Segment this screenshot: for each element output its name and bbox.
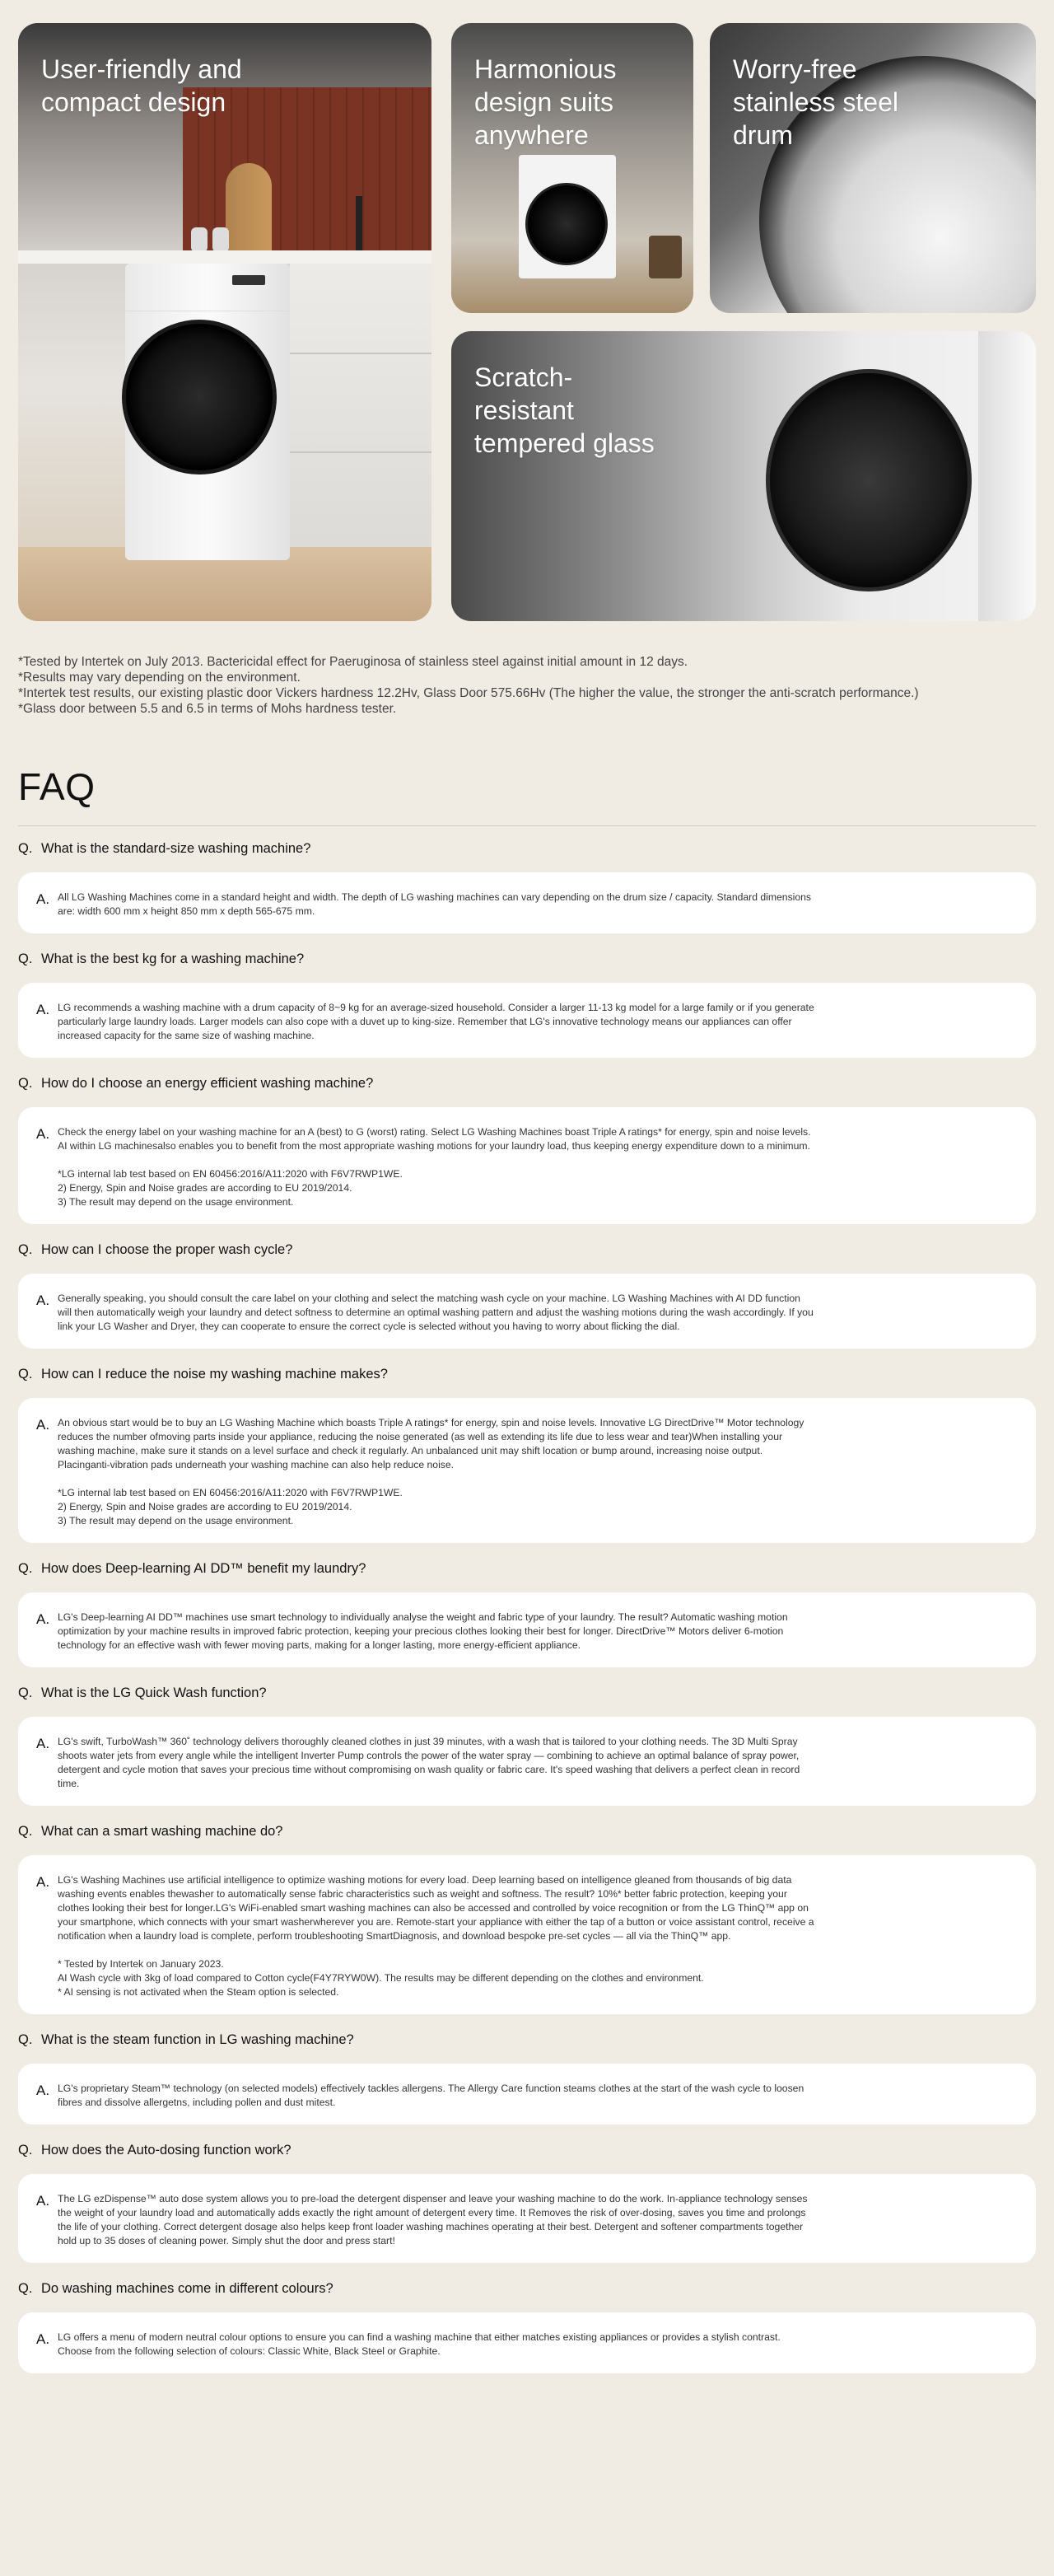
faq-question[interactable] xyxy=(18,2279,1036,2298)
answer-paragraph: LG's Washing Machines use artificial intelligence to optimize washing motions for every load. Deep learning based on intelligence gleaned from thousands of big data washing events enables thewasher to automatically sense fabric characteristics such as weight and softness. The result? 10%* better fabric protection, keeping your clothes looking their best for longer.LG's WiFi-enabled smart washing machines can also be accessed and controlled by voice recognition or from the LG ThinQ™ app on your smartphone, which connects with your smart washerwherever you are. Remote-start your appliance with either the tap of a button or voice assistant control, receive a notification when a laundry load is complete, perform troubleshooting SmartDiagnosis, and download bespoke pre-set cycles — all via the ThinQ™ app. xyxy=(58,1874,814,1942)
question-marker: Q. xyxy=(18,1367,33,1382)
question-text: How does Deep-learning AI DD™ benefit my laundry? xyxy=(41,1561,366,1576)
answer-paragraph: 2) Energy, Spin and Noise grades are according to EU 2019/2014. xyxy=(58,1501,352,1512)
answer-paragraph: *LG internal lab test based on EN 60456:2016/A11:2020 with F6V7RWP1WE. xyxy=(58,1487,403,1498)
answer-marker: A. xyxy=(36,2193,50,2209)
answer-marker: A. xyxy=(36,1736,50,1751)
faq-heading: FAQ xyxy=(18,765,96,808)
answer-paragraph: An obvious start would be to buy an LG Washing Machine which boasts Triple A ratings* for energy, spin and noise levels. Innovative LG DirectDrive™ Motor technology reduces the number ofmoving parts inside your appliance, reducing the noise generated (as well as extending its life due to less wear and tear)When installing your washing machine, make sure it stands on a level surface and check it regularly. An unbalanced unit may shift location or bump around, increasing noise output. Placinganti-vibration pads underneath your washing machine can also help reduce noise. xyxy=(58,1417,804,1470)
faq-item xyxy=(18,2031,1036,2125)
faq-item xyxy=(18,1684,1036,1806)
question-text: What is the LG Quick Wash function? xyxy=(41,1685,267,1700)
answer-marker: A. xyxy=(36,1417,50,1433)
divider xyxy=(18,825,1036,826)
feature-title: Harmonious design suits anywhere xyxy=(474,54,617,150)
question-text: What is the standard-size washing machine? xyxy=(41,841,311,856)
question-text: How can I choose the proper wash cycle? xyxy=(41,1242,293,1257)
answer-text xyxy=(58,1416,815,1528)
faq-list xyxy=(18,839,1036,2373)
answer-paragraph: 2) Energy, Spin and Noise grades are according to EU 2019/2014. xyxy=(58,1182,352,1194)
answer-paragraph: LG's Deep-learning AI DD™ machines use smart technology to individually analyse the weight and fabric type of your laundry. The result? Automatic washing motion optimization by your machine results in improved fabric protection, keeping your precious clothes looking their best for longer. DirectDrive™ Motors deliver 6-motion technology for an effective wash with fewer moving parts, making for a longer lasting, more energy-efficient appliance. xyxy=(58,1611,788,1651)
feature-tiles xyxy=(18,23,1036,646)
answer-marker: A. xyxy=(36,2331,50,2347)
answer-marker: A. xyxy=(36,1293,50,1308)
question-text: Do washing machines come in different colours? xyxy=(41,2281,333,2296)
faq-question[interactable] xyxy=(18,2141,1036,2159)
answer-marker: A. xyxy=(36,1002,50,1017)
question-marker: Q. xyxy=(18,1076,33,1091)
faq-question[interactable] xyxy=(18,1241,1036,1259)
question-marker: Q. xyxy=(18,1561,33,1576)
faq-answer xyxy=(18,2064,1036,2125)
question-marker: Q. xyxy=(18,2032,33,2047)
footnote: *Intertek test results, our existing plastic door Vickers hardness 12.2Hv, Glass Door 575.66Hv (The higher the value, the stronger the anti-scratch performance.) xyxy=(18,686,919,700)
answer-paragraph: Check the energy label on your washing machine for an A (best) to G (worst) rating. Select LG Washing Machines boast Triple A ratings* for energy, spin and noise levels. AI within LG machinesalso enables you to benefit from the most appropriate washing motions for your laundry load, thus keeping energy expenditure down to a minimum. xyxy=(58,1126,811,1152)
answer-text xyxy=(58,1001,815,1043)
answer-paragraph: AI Wash cycle with 3kg of load compared to Cotton cycle(F4Y7RYW0W). The results may be different depending on the clothes and environment. xyxy=(58,1972,704,1984)
feature-title: Scratch- resistant tempered glass xyxy=(474,362,655,458)
footnote: *Tested by Intertek on July 2013. Bactericidal effect for Paeruginosa of stainless steel against initial amount in 12 days. xyxy=(18,655,688,669)
faq-item xyxy=(18,839,1036,933)
feature-title: Worry-free stainless steel drum xyxy=(733,54,898,150)
basket-image xyxy=(649,236,682,278)
answer-marker: A. xyxy=(36,1126,50,1142)
question-text: What is the steam function in LG washing machine? xyxy=(41,2032,354,2047)
faq-item xyxy=(18,1241,1036,1349)
answer-paragraph: The LG ezDispense™ auto dose system allows you to pre-load the detergent dispenser and leave your washing machine to do the work. In-appliance technology senses the weight of your laundry load and automatically adds exactly the right amount of detergent every time. It Removes the risk of over-dosing, saves you time and prolongs the life of your clothing. Correct detergent dosage also helps keep front loader washing machines operating at their best. Detergent and softener compartments together hold up to 35 doses of cleaning power. Simply shut the door and press start! xyxy=(58,2193,808,2246)
answer-marker: A. xyxy=(36,1611,50,1627)
answer-text xyxy=(58,1873,815,1999)
answer-text xyxy=(58,1735,815,1791)
faq-question[interactable] xyxy=(18,1684,1036,1702)
cutting-board-image xyxy=(226,163,272,262)
question-marker: Q. xyxy=(18,1824,33,1839)
faq-question[interactable] xyxy=(18,1365,1036,1383)
faq-item xyxy=(18,950,1036,1058)
faq-question[interactable] xyxy=(18,950,1036,968)
answer-marker: A. xyxy=(36,2083,50,2098)
faq-answer xyxy=(18,1107,1036,1224)
feature-tile-compact-design xyxy=(18,23,431,621)
feature-title: User-friendly and compact design xyxy=(41,54,242,117)
page xyxy=(0,23,1054,2373)
question-marker: Q. xyxy=(18,951,33,966)
faq-item xyxy=(18,2279,1036,2373)
faq-question[interactable] xyxy=(18,839,1036,858)
answer-paragraph: All LG Washing Machines come in a standard height and width. The depth of LG washing machines can vary depending on the drum size / capacity. Standard dimensions are: width 600 mm x height 850 mm x depth 565-675 mm. xyxy=(58,891,812,917)
answer-text xyxy=(58,2082,815,2110)
answer-text xyxy=(58,2192,815,2248)
answer-text xyxy=(58,891,815,919)
question-marker: Q. xyxy=(18,2143,33,2158)
footnote: *Glass door between 5.5 and 6.5 in terms of Mohs hardness tester. xyxy=(18,702,397,716)
faq-question[interactable] xyxy=(18,1559,1036,1578)
question-marker: Q. xyxy=(18,841,33,856)
faq-item xyxy=(18,1822,1036,2014)
faq-answer xyxy=(18,1717,1036,1806)
faq-answer xyxy=(18,983,1036,1058)
answer-text xyxy=(58,1611,815,1653)
faq-item xyxy=(18,1365,1036,1543)
faq-answer xyxy=(18,2312,1036,2373)
question-marker: Q. xyxy=(18,1685,33,1700)
question-text: What can a smart washing machine do? xyxy=(41,1824,283,1839)
faq-item xyxy=(18,1074,1036,1224)
answer-paragraph: *LG internal lab test based on EN 60456:2016/A11:2020 with F6V7RWP1WE. xyxy=(58,1168,403,1180)
footnote: *Results may vary depending on the environment. xyxy=(18,671,301,685)
answer-paragraph: LG offers a menu of modern neutral colour options to ensure you can find a washing machine that either matches existing appliances or provides a stylish contrast. Choose from the following selection of colours: Classic White, Black Steel or Graphite. xyxy=(58,2331,781,2357)
glass-door-image xyxy=(766,369,972,591)
answer-paragraph: LG's swift, TurboWash™ 360˚ technology delivers thoroughly cleaned clothes in just 39 minutes, with a wash that is tailored to your clothing needs. The 3D Multi Spray shoots water jets from every angle while the intelligent Inverter Pump controls the power of the water spray — combining to achieve an optimal balance of spray power, detergent and cycle motion that saves your precious time without compromising on wash quality or fabric care. It's speed washing that delivers a perfect clean in record time. xyxy=(58,1736,800,1789)
answer-text xyxy=(58,2331,815,2359)
faq-question[interactable] xyxy=(18,1822,1036,1840)
question-text: How do I choose an energy efficient washing machine? xyxy=(41,1076,374,1091)
washing-machine-image xyxy=(125,264,290,560)
answer-text xyxy=(58,1292,815,1334)
answer-marker: A. xyxy=(36,1874,50,1890)
faq-answer xyxy=(18,2174,1036,2263)
faq-answer xyxy=(18,1274,1036,1349)
washing-machine-image xyxy=(519,155,616,278)
question-marker: Q. xyxy=(18,1242,33,1257)
feature-tile-stainless-drum xyxy=(710,23,1036,313)
answer-paragraph: * AI sensing is not activated when the Steam option is selected. xyxy=(58,1986,339,1998)
answer-paragraph: Generally speaking, you should consult the care label on your clothing and select the matching wash cycle on your machine. LG Washing Machines with AI DD function will then automatically weigh your laundry and detect softness to determine an optimal washing pattern and adjust the washing motions during the wash accordingly. If you link your LG Washer and Dryer, they can cooperate to ensure the correct cycle is selected without you having to worry about flicking the dial. xyxy=(58,1293,814,1332)
answer-paragraph: 3) The result may depend on the usage environment. xyxy=(58,1515,294,1526)
answer-paragraph: 3) The result may depend on the usage environment. xyxy=(58,1196,294,1208)
faq-question[interactable] xyxy=(18,2031,1036,2049)
faq-question[interactable] xyxy=(18,1074,1036,1092)
footnotes xyxy=(18,654,1036,717)
faq-answer xyxy=(18,1592,1036,1667)
question-text: What is the best kg for a washing machine? xyxy=(41,951,305,966)
answer-paragraph: LG recommends a washing machine with a drum capacity of 8~9 kg for an average-sized household. Consider a larger 11-13 kg model for a large family or if you generate particularly large laundry loads. Larger models can also cope with a duvet up to king-size. Remember that LG's innovative technology means our appliances can offer increased capacity for the same size of washing machine. xyxy=(58,1002,814,1041)
answer-paragraph: LG's proprietary Steam™ technology (on selected models) effectively tackles allergens. The Allergy Care function steams clothes at the start of the wash cycle to loosen fibres and dissolve allergetns, including pollen and dust mitest. xyxy=(58,2083,804,2108)
question-text: How can I reduce the noise my washing machine makes? xyxy=(41,1367,388,1382)
answer-marker: A. xyxy=(36,891,50,907)
question-text: How does the Auto-dosing function work? xyxy=(41,2143,291,2158)
faq-answer xyxy=(18,1398,1036,1543)
faq-item xyxy=(18,1559,1036,1667)
question-marker: Q. xyxy=(18,2281,33,2296)
faq-answer xyxy=(18,872,1036,933)
feature-tile-tempered-glass xyxy=(451,331,1036,621)
feature-tile-harmonious-design xyxy=(451,23,693,313)
answer-paragraph: * Tested by Intertek on January 2023. xyxy=(58,1958,224,1970)
faq-answer xyxy=(18,1855,1036,2014)
answer-text xyxy=(58,1125,815,1209)
faq-item xyxy=(18,2141,1036,2263)
